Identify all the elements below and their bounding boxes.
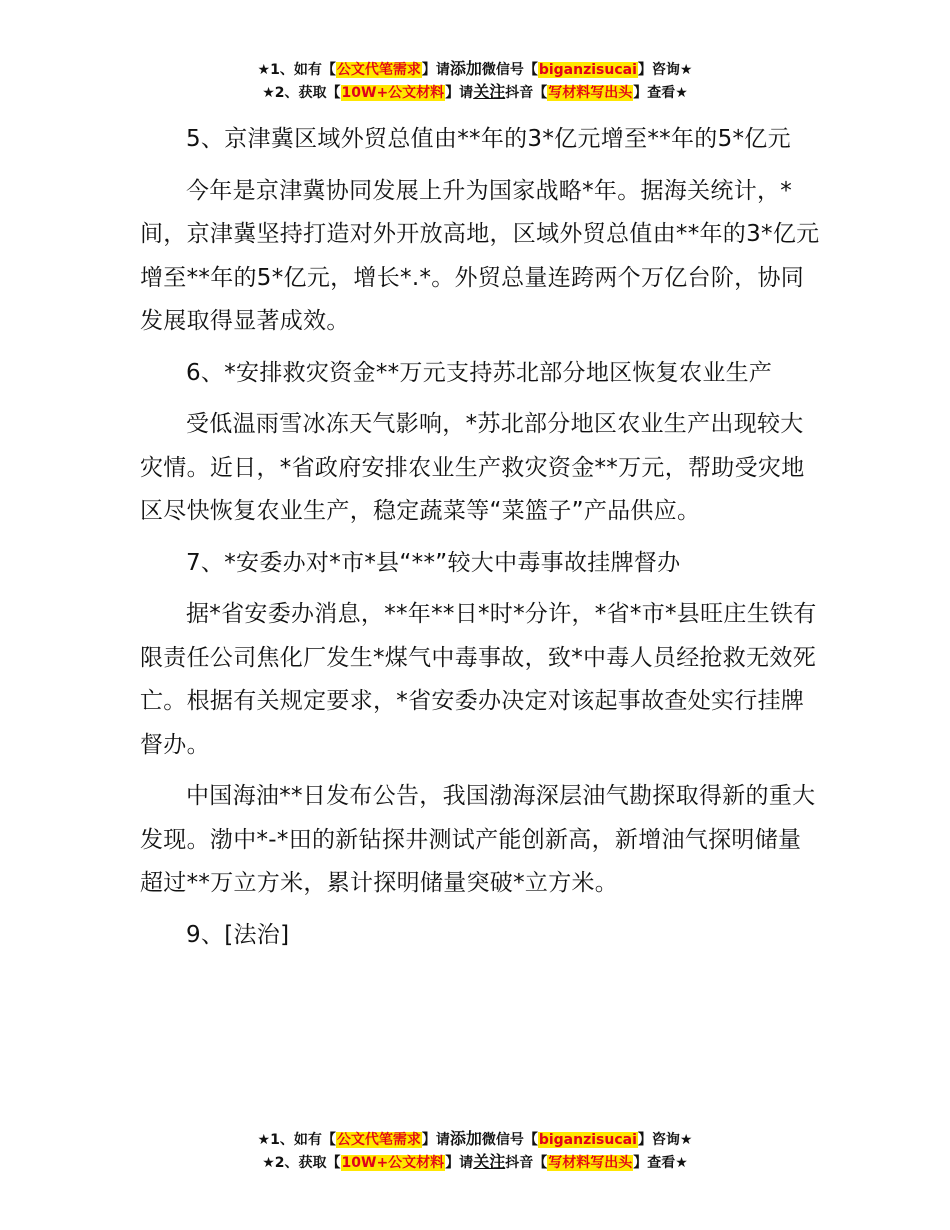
highlight-materials: 10W+公文材料 xyxy=(341,85,445,101)
footer-banner xyxy=(0,1128,950,1174)
document-body xyxy=(140,118,820,965)
banner-text: 】请 xyxy=(445,1155,474,1171)
highlight-materials: 10W+公文材料 xyxy=(341,1155,445,1171)
paragraph: 受低温雨雪冰冻天气影响，*苏北部分地区农业生产出现较大灾情。近日，*省政府安排农业生产救灾资金**万元，帮助受灾地区尽快恢复农业生产，稳定蔬菜等“菜篮子”产品供应。 xyxy=(140,411,805,524)
banner-text: 抖音【 xyxy=(505,85,548,101)
banner-text: ★1、如有【 xyxy=(257,62,336,78)
banner-text: ★1、如有【 xyxy=(257,1132,336,1148)
banner-text: 】查看★ xyxy=(633,1155,688,1171)
banner-text: 】请 xyxy=(421,1132,450,1148)
banner-text: 微信号【 xyxy=(481,1132,538,1148)
banner-line-1 xyxy=(0,58,950,81)
banner-line-2 xyxy=(0,1151,950,1174)
highlight-service: 公文代笔需求 xyxy=(336,62,421,78)
header-banner xyxy=(0,58,950,104)
highlight-douyin-id: 写材料写出头 xyxy=(548,85,633,101)
banner-text: ★2、获取【 xyxy=(262,1155,341,1171)
banner-text: ★2、获取【 xyxy=(262,85,341,101)
highlight-wechat-id: biganzisucai xyxy=(538,1132,637,1148)
banner-emphasis: 添加 xyxy=(449,1129,482,1148)
highlight-douyin-id: 写材料写出头 xyxy=(548,1155,633,1171)
heading-item-7: 7、*安委办对*市*县“**”较大中毒事故挂牌督办 xyxy=(186,549,681,576)
banner-text: 】查看★ xyxy=(633,85,688,101)
highlight-wechat-id: biganzisucai xyxy=(538,62,637,78)
banner-text: 】请 xyxy=(445,85,474,101)
heading-item-5: 5、京津冀区域外贸总值由**年的3*亿元增至**年的5*亿元 xyxy=(186,126,791,152)
banner-emphasis: 关注 xyxy=(473,82,506,101)
heading-item-9: 9、[法治] xyxy=(186,921,290,948)
banner-emphasis: 添加 xyxy=(449,59,482,78)
banner-text: 】咨询★ xyxy=(637,62,693,78)
paragraph: 中国海油**日发布公告，我国渤海深层油气勘探取得新的重大发现。渤中*-*田的新钻探井测试产能创新高，新增油气探明储量超过**万立方米，累计探明储量突破*立方米。 xyxy=(140,783,816,896)
heading-item-6: 6、*安排救灾资金**万元支持苏北部分地区恢复农业生产 xyxy=(186,359,773,386)
highlight-service: 公文代笔需求 xyxy=(336,1132,421,1148)
banner-text: 微信号【 xyxy=(481,62,538,78)
banner-emphasis: 关注 xyxy=(473,1152,506,1171)
paragraph: 今年是京津冀协同发展上升为国家战略*年。据海关统计，*间，京津冀坚持打造对外开放高地，区域外贸总值由**年的3*亿元增至**年的5*亿元，增长*.*。外贸总量连跨两个万亿台阶，协同发展取得显著成效。 xyxy=(140,177,820,334)
paragraph: 据*省安委办消息，**年**日*时*分许，*省*市*县旺庄生铁有限责任公司焦化厂发生*煤气中毒事故，致*中毒人员经抢救无效死亡。根据有关规定要求，*省安委办决定对该起事故查处实行挂牌督办。 xyxy=(140,601,817,758)
banner-text: 】咨询★ xyxy=(637,1132,693,1148)
banner-text: 抖音【 xyxy=(505,1155,548,1171)
banner-line-1 xyxy=(0,1128,950,1151)
banner-text: 】请 xyxy=(421,62,450,78)
banner-line-2 xyxy=(0,81,950,104)
